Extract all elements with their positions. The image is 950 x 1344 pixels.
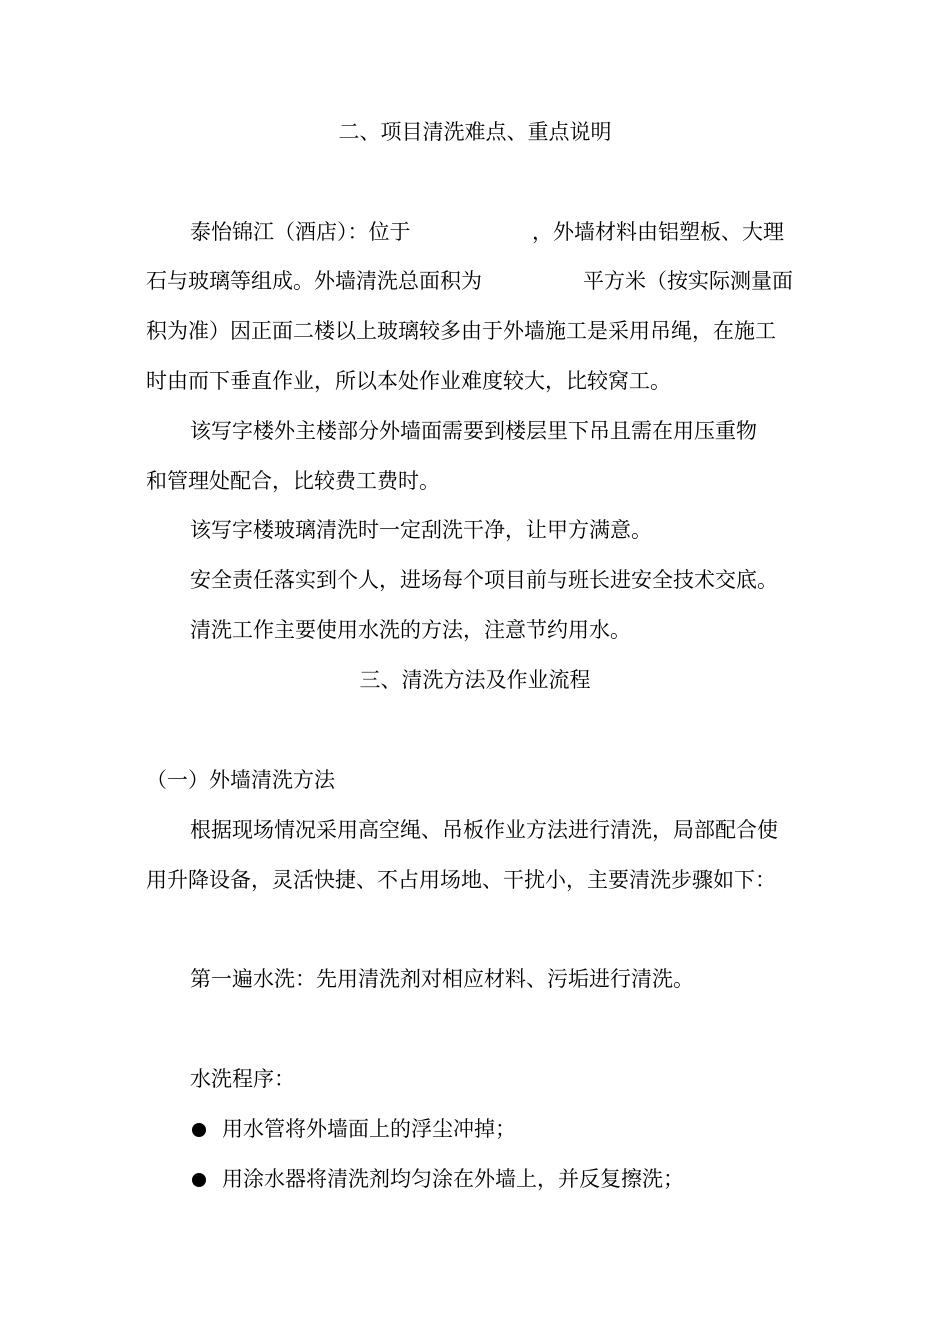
bullet-text: 用涂水器将清洗剂均匀涂在外墙上，并反复擦洗；	[222, 1167, 684, 1191]
subsection-title: （一）外墙清洗方法	[146, 768, 335, 792]
paragraph-4: 安全责任落实到个人，进场每个项目前与班长进安全技术交底。	[190, 568, 778, 592]
paragraph-3: 该写字楼玻璃清洗时一定刮洗干净，让甲方满意。	[190, 518, 652, 542]
section-2-title: 二、项目清洗难点、重点说明	[338, 120, 612, 144]
paragraph-2-line-2: 和管理处配合，比较费工费时。	[146, 469, 440, 493]
paragraph-1-line-1b: ，外墙材料由铝塑板、大理	[532, 220, 784, 244]
paragraph-2-line-1: 该写字楼外主楼部分外墙面需要到楼层里下吊且需在用压重物	[190, 419, 757, 443]
paragraph-1-line-3: 积为准）因正面二楼以上玻璃较多由于外墙施工是采用吊绳，在施工	[146, 319, 776, 343]
paragraph-1-line-1a: 泰怡锦江（酒店）：位于	[190, 220, 411, 244]
paragraph-5: 清洗工作主要使用水洗的方法，注意节约用水。	[190, 618, 631, 642]
bullet-text: 用水管将外墙面上的浮尘冲掉；	[222, 1117, 516, 1141]
bullet-dot-icon	[192, 1123, 206, 1137]
method-paragraph-line-1: 根据现场情况采用高空绳、吊板作业方法进行清洗，局部配合使	[190, 818, 778, 842]
section-3-title: 三、清洗方法及作业流程	[359, 668, 591, 692]
paragraph-1-line-2b: 平方米（按实际测量面	[583, 269, 793, 293]
wash-procedure-label: 水洗程序：	[190, 1067, 295, 1091]
method-paragraph-line-2: 用升降设备，灵活快捷、不占用场地、干扰小，主要清洗步骤如下：	[146, 868, 776, 892]
first-wash-step: 第一遍水洗：先用清洗剂对相应材料、污垢进行清洗。	[190, 967, 694, 991]
bullet-dot-icon	[192, 1173, 206, 1187]
paragraph-1-line-2a: 石与玻璃等组成。外墙清洗总面积为	[146, 269, 482, 293]
paragraph-1-line-4: 时由而下垂直作业，所以本处作业难度较大，比较窝工。	[146, 369, 671, 393]
